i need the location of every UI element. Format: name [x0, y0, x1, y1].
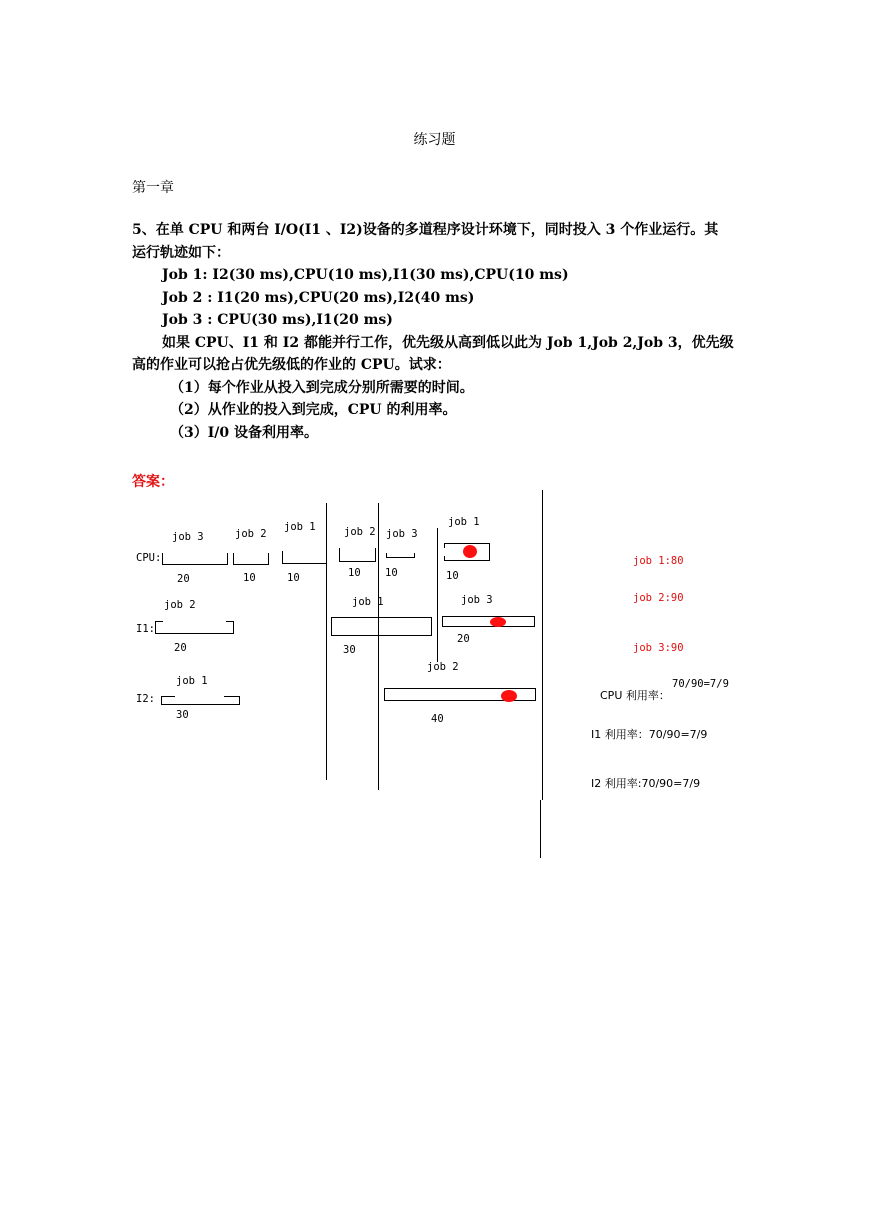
question-para-2: 高的作业可以抢占优先级低的作业的 CPU。试求：	[132, 357, 451, 373]
i2-seg-bar	[161, 696, 240, 705]
chapter-heading: 第一章	[132, 180, 174, 196]
i1-seg-job: job 1	[352, 596, 384, 608]
i1-seg-job: job 3	[461, 594, 493, 606]
cpu-utilization-label: CPU 利用率：	[600, 689, 670, 702]
i2-row-label: I2:	[136, 693, 155, 705]
cpu-seg-bar-edge	[444, 543, 445, 548]
divider-line	[540, 800, 541, 858]
sub-question-3: （3）I/0 设备利用率。	[170, 424, 319, 441]
cpu-seg-job: job 3	[386, 528, 418, 540]
job2-trace: Job 2 : I1(20 ms),CPU(20 ms),I2(40 ms)	[162, 289, 475, 306]
job1-turnaround: job 1:80	[633, 555, 684, 567]
completion-marker	[463, 545, 477, 558]
cpu-seg-bar-edge	[444, 556, 445, 561]
sub-question-1: （1）每个作业从投入到完成分别所需要的时间。	[170, 379, 474, 396]
cpu-seg-duration: 20	[177, 573, 190, 585]
question-line-2: 运行轨迹如下：	[132, 244, 230, 261]
cpu-seg-bar	[386, 553, 415, 558]
i1-seg-bar	[331, 617, 432, 636]
cpu-seg-bar	[233, 553, 269, 565]
divider-line	[326, 503, 327, 780]
cpu-seg-duration: 10	[446, 570, 459, 582]
i1-utilization: I1 利用率：70/90=7/9	[591, 728, 708, 741]
i2-seg-job: job 1	[176, 675, 208, 687]
i1-seg-duration: 30	[343, 644, 356, 656]
cpu-seg-duration: 10	[287, 572, 300, 584]
job3-trace: Job 3 : CPU(30 ms),I1(20 ms)	[162, 312, 393, 328]
cpu-seg-bar	[282, 551, 326, 564]
cpu-seg-job: job 2	[235, 528, 267, 540]
i2-seg-duration: 40	[431, 713, 444, 725]
i1-seg-job: job 2	[164, 599, 196, 611]
job3-turnaround: job 3:90	[633, 642, 684, 654]
job1-trace: Job 1: I2(30 ms),CPU(10 ms),I1(30 ms),CPU(10 ms)	[162, 267, 569, 283]
i1-row-label: I1:	[136, 623, 155, 635]
cpu-row-label: CPU:	[136, 552, 162, 564]
i1-seg-bar	[442, 616, 535, 627]
i2-seg-job: job 2	[427, 661, 459, 673]
cpu-seg-job: job 1	[284, 521, 316, 533]
cpu-seg-duration: 10	[385, 567, 398, 579]
sub-question-2: （2）从作业的投入到完成，CPU 的利用率。	[170, 402, 457, 418]
cpu-seg-duration: 10	[243, 572, 256, 584]
cpu-seg-job: job 3	[172, 531, 204, 543]
question-block	[132, 219, 744, 444]
i1-seg-bar	[155, 621, 234, 634]
answer-label: 答案：	[132, 474, 174, 490]
cpu-seg-job: job 1	[448, 516, 480, 528]
divider-line	[378, 503, 379, 790]
page-title: 练习题	[413, 132, 456, 148]
completion-marker	[490, 617, 506, 627]
cpu-seg-bar	[339, 548, 376, 562]
i2-utilization: I2 利用率:70/90=7/9	[591, 777, 701, 790]
cpu-seg-duration: 10	[348, 567, 361, 579]
cpu-seg-bar	[162, 553, 228, 565]
divider-line	[437, 528, 438, 662]
question-para-1: 如果 CPU、I1 和 I2 都能并行工作，优先级从高到低以此为 Job 1,Job 2,Job 3，优先级	[162, 334, 734, 351]
completion-marker	[501, 690, 517, 702]
i1-seg-duration: 20	[457, 633, 470, 645]
question-line-1: 5、在单 CPU 和两台 I/O(I1 、I2)设备的多道程序设计环境下，同时投入 3 个作业运行。其	[132, 222, 719, 238]
cpu-utilization-value: 70/90=7/9	[672, 678, 729, 690]
job2-turnaround: job 2:90	[633, 592, 684, 604]
cpu-seg-job: job 2	[344, 526, 376, 538]
i2-seg-duration: 30	[176, 709, 189, 721]
divider-line	[542, 490, 543, 800]
i1-seg-duration: 20	[174, 642, 187, 654]
